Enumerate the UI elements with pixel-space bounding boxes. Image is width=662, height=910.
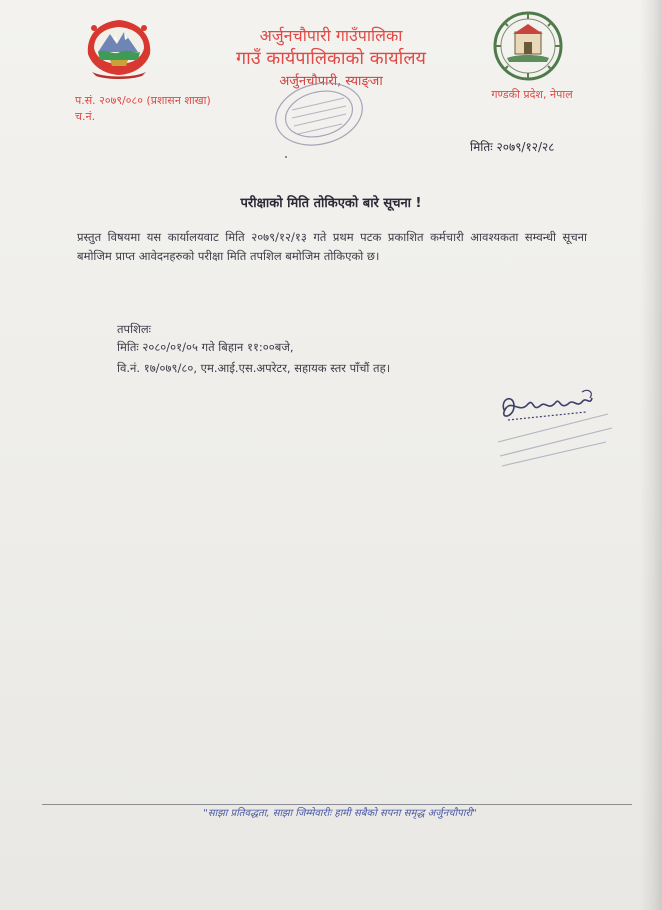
- province-name: गण्डकी प्रदेश, नेपाल: [491, 88, 573, 101]
- ink-speck: [285, 156, 287, 158]
- letter-date: मितिः २०७९/१२/२८: [470, 140, 555, 154]
- notice-title: परीक्षाको मिति तोकिएको बारे सूचना !: [240, 196, 422, 211]
- signature-mark: [490, 386, 625, 472]
- office-name: गाउँ कार्यपालिकाको कार्यालय: [236, 48, 426, 69]
- page-edge-shadow: [640, 0, 662, 910]
- details-heading: तपशिलः: [117, 322, 152, 336]
- exam-date-line: मितिः २०८०/०१/०५ गते बिहान ११:००बजे,: [117, 340, 294, 354]
- notice-body: प्रस्तुत विषयमा यस कार्यालयवाट मिति २०७९/१२/१३ गते प्रथम पटक प्रकाशित कर्मचारी आवश्यकता सम्वन्धी सूचना बमोजिम प्राप्त आवेदनहरुको परीक्षा मिति तपशिल बमोजिम तोकिएको छ।: [77, 230, 587, 263]
- office-seal-stamp: [264, 76, 374, 148]
- footer-slogan: "साझा प्रतिवद्धता, साझा जिम्मेवारीः हामी सबैको सपना समृद्ध अर्जुनचौपारी": [203, 808, 477, 819]
- position-line: वि.नं. १७/०७९/८०, एम.आई.एस.अपरेटर, सहायक स्तर पाँचौं तह।: [117, 361, 391, 375]
- municipality-name: अर्जुनचौपारी गाउँपालिका: [259, 26, 403, 45]
- municipality-logo-icon: [491, 10, 565, 82]
- dispatch-number: च.नं.: [75, 110, 96, 123]
- nepal-emblem-icon: [80, 14, 158, 80]
- reference-number: प.सं. २०७९/०८० (प्रशासन शाखा): [75, 94, 211, 107]
- office-location: अर्जुनचौपारी, स्याङ्जा: [279, 74, 383, 89]
